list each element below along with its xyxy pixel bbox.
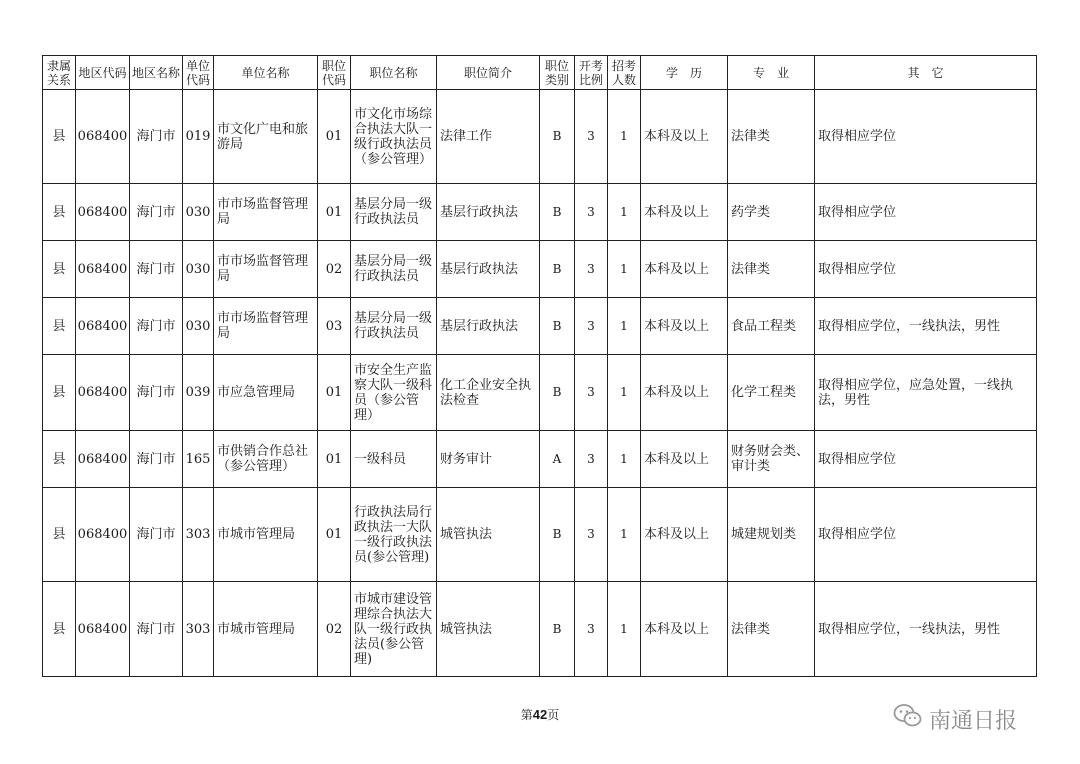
- other-cell: 取得相应学位: [815, 90, 1037, 184]
- position-name-cell: 行政执法局行政执法一大队一级行政执法员(参公管理): [351, 488, 437, 582]
- position-desc-cell: 财务审计: [437, 431, 540, 488]
- unit-name-cell: 市市场监督管理局: [214, 298, 318, 355]
- col-header: 其 它: [815, 56, 1037, 90]
- category-cell: B: [540, 90, 575, 184]
- area-name-cell: 海门市: [130, 184, 183, 241]
- unit-code-cell: 030: [183, 298, 214, 355]
- col-header: 职位简介: [437, 56, 540, 90]
- count-cell: 1: [608, 184, 641, 241]
- ratio-cell: 3: [575, 90, 608, 184]
- brand-watermark: [893, 704, 1017, 734]
- unit-code-cell: 030: [183, 184, 214, 241]
- unit-name-cell: 市城市管理局: [214, 582, 318, 677]
- area-name-cell: 海门市: [130, 90, 183, 184]
- other-cell: 取得相应学位: [815, 431, 1037, 488]
- table-row: [43, 355, 1037, 431]
- page-value: 42: [532, 707, 548, 722]
- col-header: 学 历: [641, 56, 728, 90]
- major-cell: 药学类: [728, 184, 815, 241]
- position-code-cell: 01: [318, 90, 351, 184]
- position-code-cell: 01: [318, 184, 351, 241]
- col-header: 地区代码: [76, 56, 130, 90]
- education-cell: 本科及以上: [641, 488, 728, 582]
- unit-code-cell: 039: [183, 355, 214, 431]
- major-cell: 食品工程类: [728, 298, 815, 355]
- ratio-cell: 3: [575, 184, 608, 241]
- position-code-cell: 02: [318, 582, 351, 677]
- position-name-cell: 市文化市场综合执法大队一级行政执法员（参公管理）: [351, 90, 437, 184]
- count-cell: 1: [608, 355, 641, 431]
- position-desc-cell: 化工企业安全执法检查: [437, 355, 540, 431]
- other-cell: 取得相应学位，应急处置，一线执法，男性: [815, 355, 1037, 431]
- other-cell: 取得相应学位: [815, 184, 1037, 241]
- col-header: 地区名称: [130, 56, 183, 90]
- position-code-cell: 03: [318, 298, 351, 355]
- col-header: 单位代码: [183, 56, 214, 90]
- category-cell: B: [540, 582, 575, 677]
- col-header: 招考人数: [608, 56, 641, 90]
- position-desc-cell: 城管执法: [437, 582, 540, 677]
- position-name-cell: 市安全生产监察大队一级科员（参公管理）: [351, 355, 437, 431]
- position-name-cell: 一级科员: [351, 431, 437, 488]
- relation-cell: 县: [43, 431, 76, 488]
- relation-cell: 县: [43, 90, 76, 184]
- education-cell: 本科及以上: [641, 184, 728, 241]
- position-desc-cell: 法律工作: [437, 90, 540, 184]
- ratio-cell: 3: [575, 582, 608, 677]
- unit-code-cell: 303: [183, 488, 214, 582]
- page-prefix: 第: [520, 708, 533, 722]
- unit-name-cell: 市市场监督管理局: [214, 241, 318, 298]
- table-row: [43, 582, 1037, 677]
- area-code-cell: 068400: [76, 431, 130, 488]
- major-cell: 法律类: [728, 582, 815, 677]
- category-cell: B: [540, 488, 575, 582]
- position-name-cell: 市城市建设管理综合执法大队一级行政执法员(参公管理): [351, 582, 437, 677]
- table-row: [43, 241, 1037, 298]
- major-cell: 法律类: [728, 90, 815, 184]
- position-desc-cell: 基层行政执法: [437, 298, 540, 355]
- col-header: 隶属关系: [43, 56, 76, 90]
- area-code-cell: 068400: [76, 488, 130, 582]
- col-header: 职位类别: [540, 56, 575, 90]
- other-cell: 取得相应学位: [815, 241, 1037, 298]
- unit-code-cell: 303: [183, 582, 214, 677]
- other-cell: 取得相应学位: [815, 488, 1037, 582]
- col-header: 开考比例: [575, 56, 608, 90]
- category-cell: B: [540, 355, 575, 431]
- education-cell: 本科及以上: [641, 298, 728, 355]
- unit-name-cell: 市城市管理局: [214, 488, 318, 582]
- table-row: [43, 431, 1037, 488]
- unit-code-cell: 030: [183, 241, 214, 298]
- education-cell: 本科及以上: [641, 582, 728, 677]
- category-cell: A: [540, 431, 575, 488]
- area-name-cell: 海门市: [130, 241, 183, 298]
- ratio-cell: 3: [575, 241, 608, 298]
- count-cell: 1: [608, 488, 641, 582]
- other-cell: 取得相应学位，一线执法，男性: [815, 298, 1037, 355]
- unit-name-cell: 市文化广电和旅游局: [214, 90, 318, 184]
- table-row: [43, 488, 1037, 582]
- education-cell: 本科及以上: [641, 431, 728, 488]
- category-cell: B: [540, 298, 575, 355]
- col-header: 单位名称: [214, 56, 318, 90]
- header-row: [43, 56, 1037, 90]
- count-cell: 1: [608, 582, 641, 677]
- table-row: [43, 298, 1037, 355]
- position-code-cell: 01: [318, 488, 351, 582]
- unit-code-cell: 019: [183, 90, 214, 184]
- area-code-cell: 068400: [76, 90, 130, 184]
- position-desc-cell: 基层行政执法: [437, 241, 540, 298]
- area-name-cell: 海门市: [130, 431, 183, 488]
- position-code-cell: 01: [318, 355, 351, 431]
- major-cell: 法律类: [728, 241, 815, 298]
- relation-cell: 县: [43, 241, 76, 298]
- area-code-cell: 068400: [76, 582, 130, 677]
- major-cell: 财务财会类、审计类: [728, 431, 815, 488]
- position-code-cell: 01: [318, 431, 351, 488]
- major-cell: 化学工程类: [728, 355, 815, 431]
- ratio-cell: 3: [575, 431, 608, 488]
- unit-name-cell: 市应急管理局: [214, 355, 318, 431]
- area-name-cell: 海门市: [130, 355, 183, 431]
- unit-name-cell: 市供销合作总社（参公管理）: [214, 431, 318, 488]
- category-cell: B: [540, 184, 575, 241]
- brand-name: 南通日报: [929, 708, 1018, 734]
- education-cell: 本科及以上: [641, 90, 728, 184]
- table-row: [43, 184, 1037, 241]
- count-cell: 1: [608, 431, 641, 488]
- area-code-cell: 068400: [76, 298, 130, 355]
- page-suffix: 页: [547, 708, 560, 722]
- ratio-cell: 3: [575, 355, 608, 431]
- ratio-cell: 3: [575, 488, 608, 582]
- relation-cell: 县: [43, 184, 76, 241]
- area-name-cell: 海门市: [130, 298, 183, 355]
- ratio-cell: 3: [575, 298, 608, 355]
- position-name-cell: 基层分局一级行政执法员: [351, 184, 437, 241]
- col-header: 职位代码: [318, 56, 351, 90]
- position-name-cell: 基层分局一级行政执法员: [351, 241, 437, 298]
- position-desc-cell: 城管执法: [437, 488, 540, 582]
- table-row: [43, 90, 1037, 184]
- relation-cell: 县: [43, 355, 76, 431]
- recruitment-table: [42, 55, 1037, 677]
- unit-code-cell: 165: [183, 431, 214, 488]
- col-header: 职位名称: [351, 56, 437, 90]
- count-cell: 1: [608, 90, 641, 184]
- col-header: 专 业: [728, 56, 815, 90]
- position-code-cell: 02: [318, 241, 351, 298]
- wechat-icon: [893, 703, 923, 735]
- relation-cell: 县: [43, 488, 76, 582]
- count-cell: 1: [608, 298, 641, 355]
- area-code-cell: 068400: [76, 355, 130, 431]
- relation-cell: 县: [43, 298, 76, 355]
- count-cell: 1: [608, 241, 641, 298]
- education-cell: 本科及以上: [641, 355, 728, 431]
- relation-cell: 县: [43, 582, 76, 677]
- area-name-cell: 海门市: [130, 488, 183, 582]
- area-name-cell: 海门市: [130, 582, 183, 677]
- area-code-cell: 068400: [76, 184, 130, 241]
- position-desc-cell: 基层行政执法: [437, 184, 540, 241]
- position-name-cell: 基层分局一级行政执法员: [351, 298, 437, 355]
- category-cell: B: [540, 241, 575, 298]
- area-code-cell: 068400: [76, 241, 130, 298]
- unit-name-cell: 市市场监督管理局: [214, 184, 318, 241]
- major-cell: 城建规划类: [728, 488, 815, 582]
- other-cell: 取得相应学位，一线执法，男性: [815, 582, 1037, 677]
- education-cell: 本科及以上: [641, 241, 728, 298]
